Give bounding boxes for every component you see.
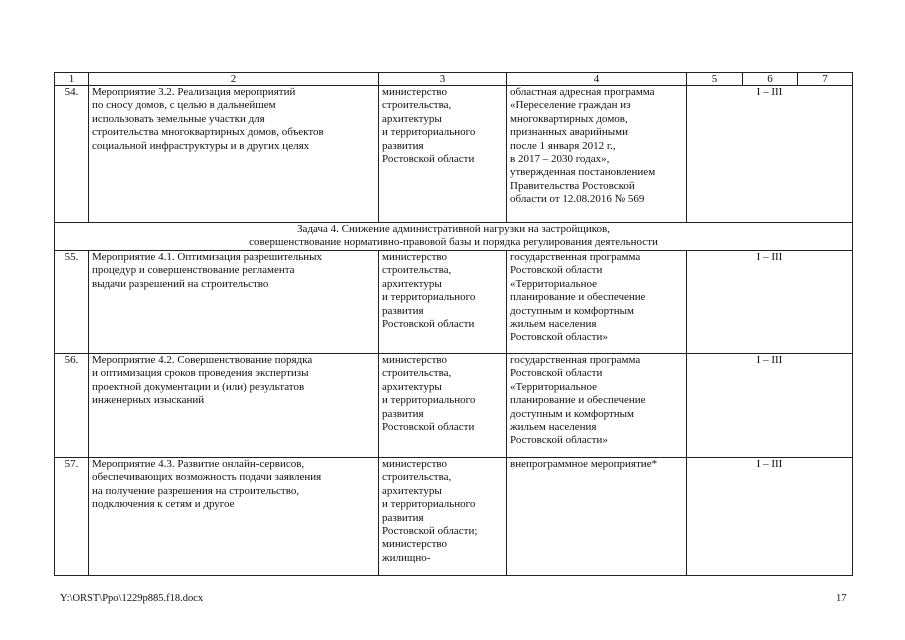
executor-line: министерство — [382, 354, 448, 366]
program-line: планирование и обеспечение — [510, 291, 646, 304]
measure-cell — [89, 354, 379, 458]
measure-cell — [89, 86, 379, 223]
program-line: доступным и комфортным — [510, 304, 634, 317]
term-cell: I – III — [687, 251, 853, 354]
column-header: 6 — [743, 73, 798, 86]
table-row — [55, 354, 853, 458]
program-line: «Территориальное — [510, 277, 598, 290]
task-line: совершенствование нормативно-правовой базы и порядка регулирования деятельности — [249, 236, 658, 249]
executor-line: и территориального — [382, 291, 476, 304]
program-cell — [507, 458, 687, 576]
program-line: «Территориальное — [510, 380, 598, 393]
measure-line: социальной инфраструктуры и в других целях — [92, 139, 310, 152]
program-line: внепрограммное мероприятие* — [510, 458, 658, 470]
term-cell: I – III — [687, 458, 853, 576]
measures-table — [54, 72, 853, 576]
row-number: 55. — [55, 251, 89, 354]
measure-line: проектной документации и (или) результатов — [92, 380, 305, 393]
measure-line: подключения к сетям и другое — [92, 498, 235, 511]
program-line: в 2017 – 2030 годах», — [510, 153, 610, 166]
program-line: областная адресная программа — [510, 86, 655, 98]
program-line: государственная программа — [510, 251, 641, 263]
executor-line: строительства, — [382, 471, 452, 484]
measure-line: Мероприятие 3.2. Реализация мероприятий — [92, 86, 296, 98]
measure-line: Мероприятие 4.1. Оптимизация разрешительных — [92, 251, 323, 263]
executor-line: и территориального — [382, 394, 476, 407]
measure-line: и оптимизация сроков проведения экспертизы — [92, 367, 309, 380]
measure-line: Мероприятие 4.2. Совершенствование порядка — [92, 354, 313, 366]
program-line: после 1 января 2012 г., — [510, 139, 616, 152]
executor-line: Ростовской области — [382, 153, 475, 166]
measure-line: Мероприятие 4.3. Развитие онлайн-сервисов, — [92, 458, 305, 470]
executor-line: развития — [382, 407, 424, 420]
task-heading — [55, 223, 853, 251]
measure-cell — [89, 251, 379, 354]
program-line: Правительства Ростовской — [510, 179, 635, 192]
program-line: Ростовской области» — [510, 331, 608, 344]
executor-line: жилищно- — [382, 551, 431, 564]
table-row — [55, 86, 853, 223]
program-cell — [507, 354, 687, 458]
executor-line: и территориального — [382, 126, 476, 139]
program-line: «Переселение граждан из — [510, 99, 631, 112]
measure-line: строительства многоквартирных домов, объектов — [92, 126, 324, 139]
measure-line: использовать земельные участки для — [92, 112, 265, 125]
program-line: области от 12.08.2016 № 569 — [510, 193, 645, 206]
measure-line: обеспечивающих возможность подачи заявления — [92, 471, 322, 484]
column-header: 5 — [687, 73, 743, 86]
executor-line: министерство — [382, 251, 448, 263]
page-number: 17 — [836, 593, 847, 604]
program-line: Ростовской области» — [510, 434, 608, 447]
measure-line: по сносу домов, с целью в дальнейшем — [92, 99, 276, 112]
program-cell — [507, 86, 687, 223]
header-row — [55, 73, 853, 86]
executor-cell — [379, 458, 507, 576]
executor-line: развития — [382, 511, 424, 524]
measure-cell — [89, 458, 379, 576]
measure-line: процедур и совершенствование регламента — [92, 264, 295, 277]
executor-line: архитектуры — [382, 484, 442, 497]
executor-line: архитектуры — [382, 277, 442, 290]
executor-line: развития — [382, 304, 424, 317]
program-line: жильем населения — [510, 421, 597, 434]
executor-line: и территориального — [382, 498, 476, 511]
task-row — [55, 223, 853, 251]
table-row — [55, 458, 853, 576]
program-line: планирование и обеспечение — [510, 394, 646, 407]
program-line: государственная программа — [510, 354, 641, 366]
table-row — [55, 251, 853, 354]
column-header: 2 — [89, 73, 379, 86]
program-line: многоквартирных домов, — [510, 112, 628, 125]
measure-line: на получение разрешения на строительство, — [92, 484, 300, 497]
executor-line: Ростовской области — [382, 318, 475, 331]
executor-cell — [379, 251, 507, 354]
program-line: жильем населения — [510, 318, 597, 331]
executor-cell — [379, 86, 507, 223]
term-cell: I – III — [687, 86, 853, 223]
row-number: 57. — [55, 458, 89, 576]
document-path: Y:\ORST\Ppo\1229p885.f18.docx — [60, 593, 204, 604]
column-header: 3 — [379, 73, 507, 86]
row-number: 54. — [55, 86, 89, 223]
executor-line: архитектуры — [382, 112, 442, 125]
executor-line: Ростовской области — [382, 421, 475, 434]
executor-line: строительства, — [382, 264, 452, 277]
term-cell: I – III — [687, 354, 853, 458]
executor-line: строительства, — [382, 367, 452, 380]
program-cell — [507, 251, 687, 354]
executor-line: строительства, — [382, 99, 452, 112]
task-line: Задача 4. Снижение административной нагрузки на застройщиков, — [297, 223, 610, 235]
program-line: доступным и комфортным — [510, 407, 634, 420]
executor-cell — [379, 354, 507, 458]
column-header: 7 — [798, 73, 853, 86]
program-line: утвержденная постановлением — [510, 166, 656, 179]
executor-line: архитектуры — [382, 380, 442, 393]
executor-line: Ростовской области; — [382, 525, 478, 538]
program-line: Ростовской области — [510, 367, 603, 380]
executor-line: развития — [382, 139, 424, 152]
measure-line: инженерных изысканий — [92, 394, 205, 407]
executor-line: министерство — [382, 538, 448, 551]
executor-line: министерство — [382, 458, 448, 470]
program-line: Ростовской области — [510, 264, 603, 277]
column-header: 1 — [55, 73, 89, 86]
measure-line: выдачи разрешений на строительство — [92, 277, 269, 290]
row-number: 56. — [55, 354, 89, 458]
program-line: признанных аварийными — [510, 126, 629, 139]
column-header: 4 — [507, 73, 687, 86]
executor-line: министерство — [382, 86, 448, 98]
